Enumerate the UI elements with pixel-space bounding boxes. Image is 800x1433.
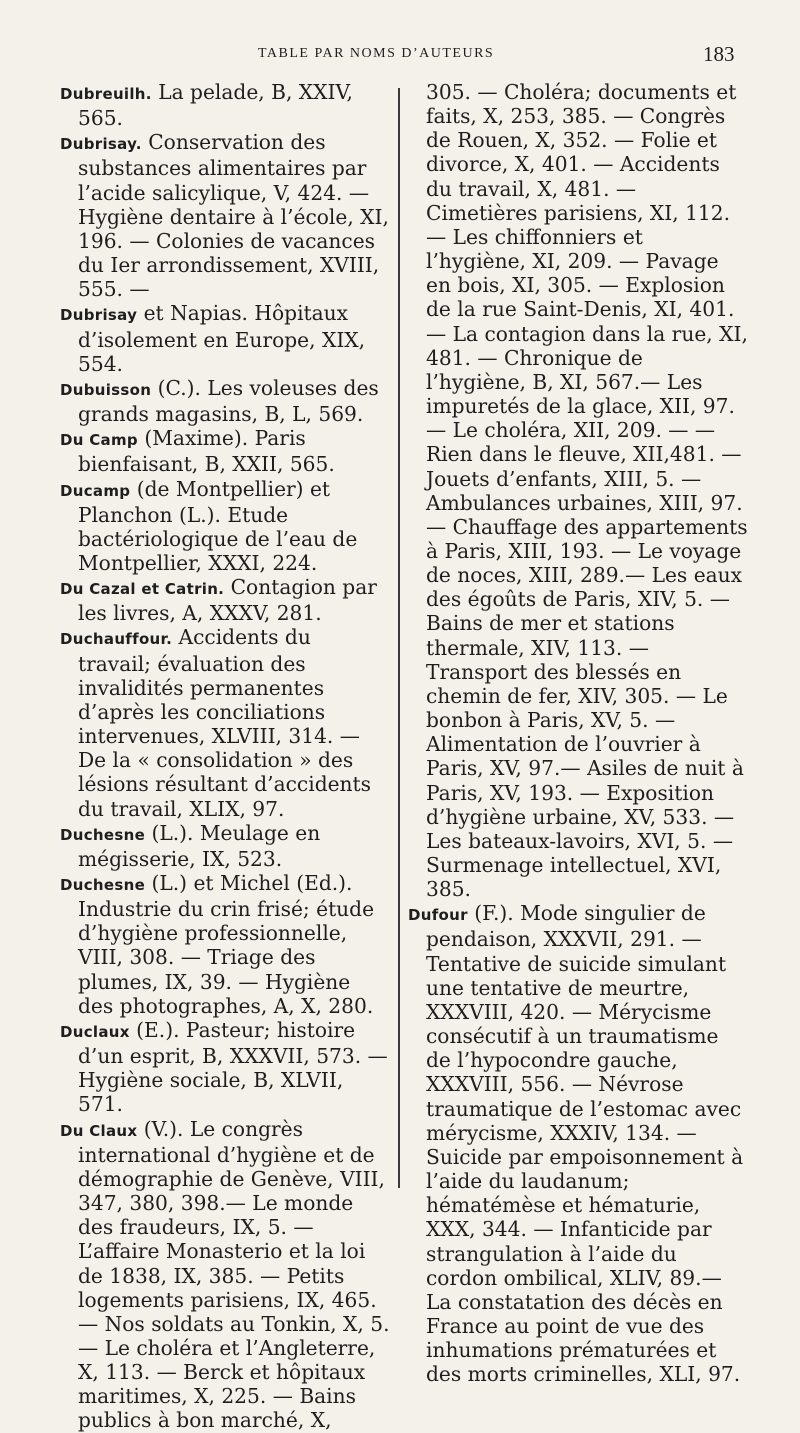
column-divider <box>398 88 400 1188</box>
index-entry-continued <box>408 80 748 901</box>
entry-text: Conservation des substances alimentaires par l’acide salicylique, V, 424. — Hygiène dentaire à l’école, XI, 196. — Colonies de vacances du Ier arrondissement, XVIII, 555. — <box>78 130 389 302</box>
author-name: Dufour <box>408 906 468 925</box>
index-entry <box>60 821 390 871</box>
index-entry <box>408 901 748 1386</box>
index-entry <box>60 871 390 1018</box>
right-column <box>408 80 748 1386</box>
entry-text: (E.). Pasteur; histoire d’un esprit, B, XXXVII, 573. — Hygiène sociale, B, XLVII, 571. <box>78 1017 388 1117</box>
index-entry <box>60 130 390 301</box>
entry-text: Accidents du travail; évaluation des invalidités permanentes d’après les conciliations intervenues, XLVIII, 314. — De la « consolidation » des lésions résultant d’accidents du travail, XLIX, 97. <box>78 625 372 821</box>
entry-text: (V.). Le congrès international d’hygiène et de démographie de Genève, VIII, 347, 380, 398.— Le monde des fraudeurs, IX, 5. — L’affaire Monasterio et la loi de 1838, IX, 385. — Petits logements parisiens, IX, 465. — Nos soldats au Tonkin, X, 5. — Le choléra et l’Angleterre, X, 113. — Berck et hôpitaux maritimes, X, 225. — Bains publics à bon marché, X, <box>78 1116 390 1433</box>
index-entry <box>60 301 390 375</box>
author-name: Ducamp <box>60 481 131 500</box>
running-title: TABLE PAR NOMS D’AUTEURS <box>258 46 495 61</box>
entry-text: (C.). Les voleuses des grands magasins, B, L, 569. <box>78 375 379 427</box>
index-entry <box>60 426 390 476</box>
index-entry <box>60 1117 390 1433</box>
index-entry <box>60 80 390 130</box>
index-entry <box>60 376 390 426</box>
author-name: Dubuisson <box>60 380 152 399</box>
author-name: Duchauffour. <box>60 630 173 649</box>
index-entry <box>60 575 390 625</box>
author-name: Duchesne <box>60 825 146 844</box>
author-name: Du Cazal et Catrin. <box>60 580 225 599</box>
index-entry <box>60 1018 390 1117</box>
entry-text: (Maxime). Paris bienfaisant, B, XXII, 565. <box>78 426 335 477</box>
author-name: Duclaux <box>60 1022 130 1041</box>
page-header <box>0 42 800 70</box>
entry-text: (L.). Meulage en mégisserie, IX, 523. <box>78 820 321 871</box>
index-entry <box>60 625 390 820</box>
author-name: Du Claux <box>60 1121 138 1140</box>
page-number: 183 <box>703 42 735 66</box>
left-column <box>60 80 390 1433</box>
entry-text: Contagion par les livres, A, XXXV, 281. <box>78 575 377 626</box>
index-entry <box>60 477 390 576</box>
entry-text: (F.). Mode singulier de pendaison, XXXVII, 291. — Tentative de suicide simulant une tentative de meurtre, XXXVIII, 420. — Mérycisme consécutif à un traumatisme de l’hypocondre gauche, XXXVIII, 556. — Névrose traumatique de l’estomac avec mérycisme, XXXIV, 134. — Suicide par empoisonnement à l’aide du laudanum; hématémèse et hématurie, XXX, 344. — Infanticide par strangulation à l’aide du cordon ombilical, XLIV, 89.— La constatation des décès en France au point de vue des inhumations prématurées et des morts criminelles, XLI, 97. <box>426 901 744 1387</box>
author-name: Du Camp <box>60 431 138 450</box>
entry-text: 305. — Choléra; documents et faits, X, 253, 385. — Congrès de Rouen, X, 352. — Folie et divorce, X, 401. — Accidents du travail, X, 481. — Cimetières parisiens, XI, 112. — Les chiffonniers et l’hygiène, XI, 209. — Pavage en bois, XI, 305. — Explosion de la rue Saint-Denis, XI, 401. — La contagion dans la rue, XI, 481. — Chronique de l’hygiène, B, XI, 567.— Les impuretés de la glace, XII, 97. — Le choléra, XII, 209. — — Rien dans le fleuve, XII,481. — Jouets d’enfants, XIII, 5. — Ambulances urbaines, XIII, 97. — Chauffage des appartements à Paris, XIII, 193. — Le voyage de noces, XIII, 289.— Les eaux des égoûts de Paris, XIV, 5. — Bains de mer et stations thermale, XIV, 113. — Transport des blessés en chemin de fer, XIV, 305. — Le bonbon à Paris, XV, 5. — Alimentation de l’ouvrier à Paris, XV, 97.— Asiles de nuit à Paris, XV, 193. — Exposition d’hygiène urbaine, XV, 533. — Les bateaux-lavoirs, XVI, 5. — Surmenage intellectuel, XVI, 385. <box>426 80 748 902</box>
entry-text: (de Montpellier) et Planchon (L.). Etude bactériologique de l’eau de Montpellier, XXXI, 224. <box>78 476 358 575</box>
entry-text: La pelade, B, XXIV, 565. <box>78 80 353 131</box>
author-name: Dubrisay <box>60 306 138 325</box>
author-name: Duchesne <box>60 876 146 894</box>
entry-text: et Napias. Hôpitaux d’isolement en Europe, XIX, 554. <box>78 301 366 376</box>
entry-text: (L.) et Michel (Ed.). Industrie du crin frisé; étude d’hygiène professionnelle, VIII, 308. — Triage des plumes, IX, 39. — Hygiène des photographes, A, X, 280. <box>78 871 375 1018</box>
author-name: Dubrisay. <box>60 135 142 154</box>
author-name: Dubreuilh. <box>60 85 152 103</box>
